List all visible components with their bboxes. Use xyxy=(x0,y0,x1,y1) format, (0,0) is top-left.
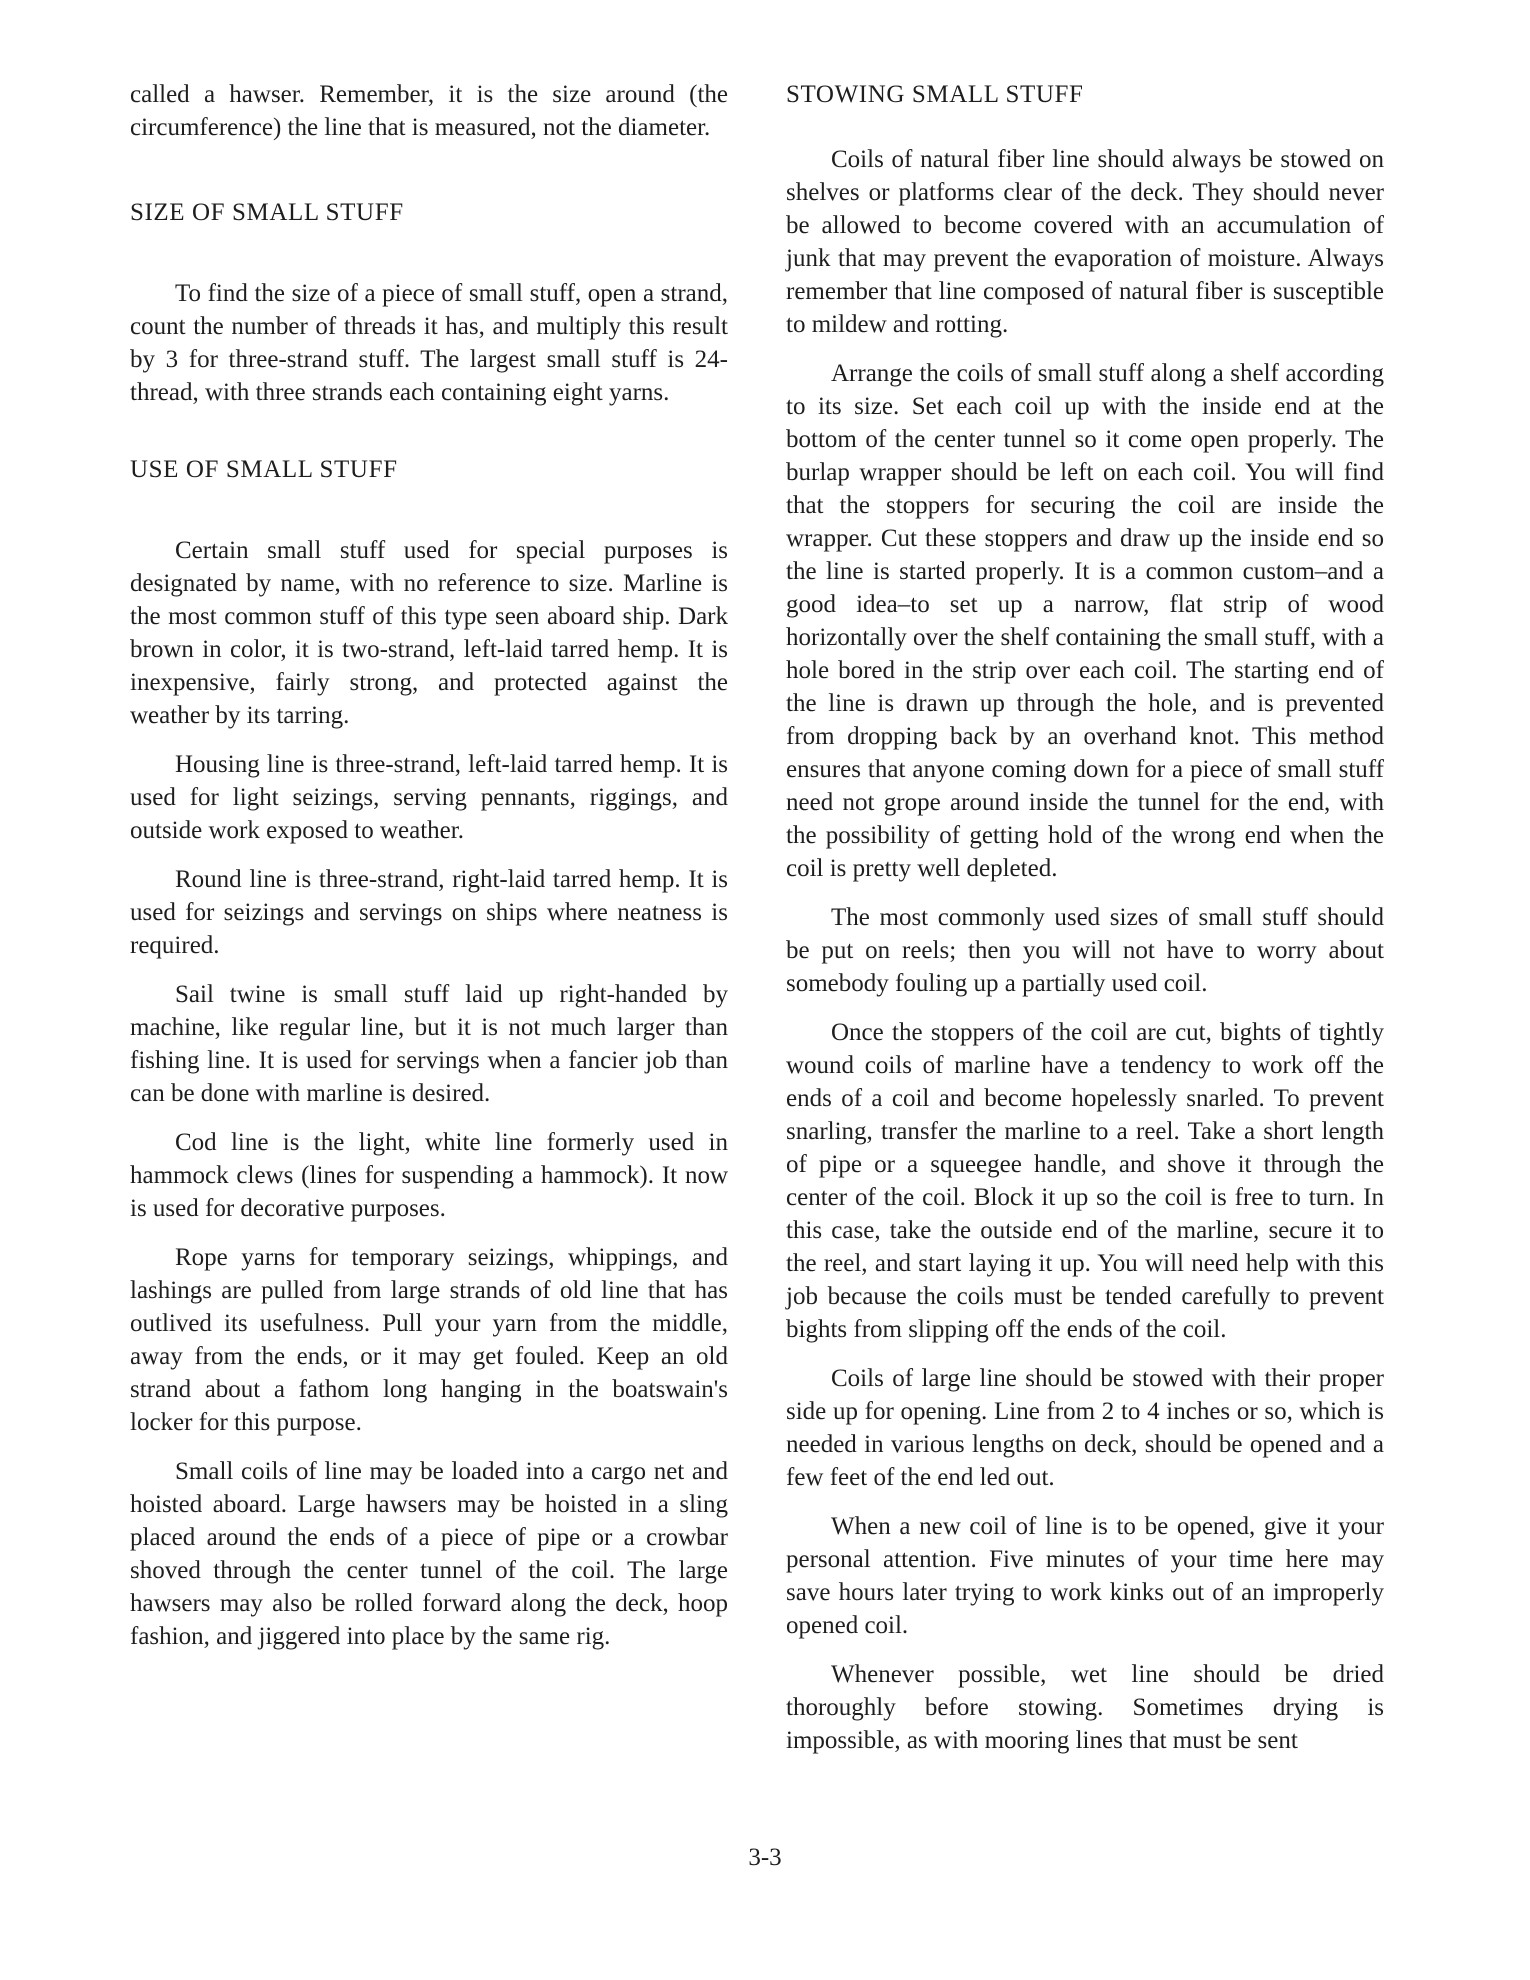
page-number: 3-3 xyxy=(748,1844,782,1871)
natural-fiber-paragraph: Coils of natural fiber line should always be stowed on shelves or platforms clear of the deck. They should never be allowed to become covered with an accumulation of junk that may prevent the evaporation of moisture. Always remember that line composed of natural fiber is susceptible to mildew and rotting. xyxy=(786,146,1384,338)
cod-line-paragraph: Cod line is the light, white line formerly used in hammock clews (lines for suspending a hammock). It now is used for decorative purposes. xyxy=(130,1129,728,1222)
rope-yarns-paragraph: Rope yarns for temporary seizings, whippings, and lashings are pulled from large strands of old line that has outlived its usefulness. Pull your yarn from the middle, away from the ends, or it may get fouled. Keep an old strand about a fathom long hanging in the boatswain's locker for this purpose. xyxy=(130,1244,728,1436)
new-coil-paragraph: When a new coil of line is to be opened, give it your personal attention. Five minutes of your time here may save hours later trying to work kinks out of an improperly opened coil. xyxy=(786,1513,1384,1639)
marline-paragraph: Certain small stuff used for special purposes is designated by name, with no reference to size. Marline is the most common stuff of this type seen aboard ship. Dark brown in color, it is two-strand, left-laid tarred hemp. It is inexpensive, fairly strong, and protected against the weather by its tarring. xyxy=(130,537,728,729)
size-paragraph: To find the size of a piece of small stuff, open a strand, count the number of threads it has, and multiply this result by 3 for three-strand stuff. The largest small stuff is 24-thread, with three strands each containing eight yarns. xyxy=(130,280,728,406)
left-column xyxy=(130,78,728,1669)
heading-size-of-small-stuff: SIZE OF SMALL STUFF xyxy=(130,199,404,226)
heading-use-of-small-stuff: USE OF SMALL STUFF xyxy=(130,456,398,483)
sail-twine-paragraph: Sail twine is small stuff laid up right-handed by machine, like regular line, but it is not much larger than fishing line. It is used for servings when a fancier job than can be done with marline is desired. xyxy=(130,981,728,1107)
reels-paragraph: The most commonly used sizes of small stuff should be put on reels; then you will not have to worry about somebody fouling up a partially used coil. xyxy=(786,904,1384,997)
large-line-paragraph: Coils of large line should be stowed with their proper side up for opening. Line from 2 to 4 inches or so, which is needed in various lengths on deck, should be opened and a few feet of the end led out. xyxy=(786,1365,1384,1491)
stoppers-paragraph: Once the stoppers of the coil are cut, bights of tightly wound coils of marline have a tendency to work off the ends of a coil and become hopelessly snarled. To prevent snarling, transfer the marline to a reel. Take a short length of pipe or a squeegee handle, and shove it through the center of the coil. Block it up so the coil is free to turn. In this case, take the outside end of the marline, secure it to the reel, and start laying it up. You will need help with this job because the coils must be tended carefully to prevent bights from slipping off the ends of the coil. xyxy=(786,1019,1384,1343)
housing-line-paragraph: Housing line is three-strand, left-laid tarred hemp. It is used for light seizings, serving pennants, riggings, and outside work exposed to weather. xyxy=(130,751,728,844)
heading-stowing-small-stuff: STOWING SMALL STUFF xyxy=(786,81,1084,108)
right-column xyxy=(786,78,1384,1773)
wet-line-paragraph: Whenever possible, wet line should be dried thoroughly before stowing. Sometimes drying is impossible, as with mooring lines that must be sent xyxy=(786,1661,1384,1754)
round-line-paragraph: Round line is three-strand, right-laid tarred hemp. It is used for seizings and servings on ships where neatness is required. xyxy=(130,866,728,959)
coils-hoisting-paragraph: Small coils of line may be loaded into a cargo net and hoisted aboard. Large hawsers may be hoisted in a sling placed around the ends of a piece of pipe or a crowbar shoved through the center tunnel of the coil. The large hawsers may also be rolled forward along the deck, hoop fashion, and jiggered into place by the same rig. xyxy=(130,1458,728,1650)
intro-paragraph: called a hawser. Remember, it is the size around (the circumference) the line that is measured, not the diameter. xyxy=(130,81,728,141)
arrange-coils-paragraph: Arrange the coils of small stuff along a shelf according to its size. Set each coil up with the inside end at the bottom of the center tunnel so it come open properly. The burlap wrapper should be left on each coil. You will find that the stoppers for securing the coil are inside the wrapper. Cut these stoppers and draw up the inside end so the line is started properly. It is a common custom–and a good idea–to set up a narrow, flat strip of wood horizontally over the shelf containing the small stuff, with a hole bored in the strip over each coil. The starting end of the line is drawn up through the hole, and is prevented from dropping back by an overhand knot. This method ensures that anyone coming down for a piece of small stuff need not grope around inside the tunnel for the end, with the possibility of getting hold of the wrong end when the coil is pretty well depleted. xyxy=(786,360,1385,882)
